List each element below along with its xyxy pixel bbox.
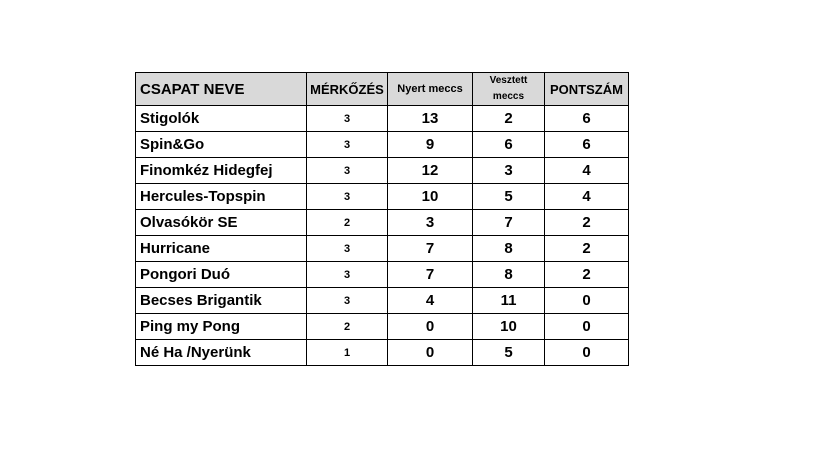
table-row <box>136 340 629 366</box>
cell-points: 6 <box>545 106 629 132</box>
cell-matches-won: 10 <box>388 184 473 210</box>
cell-team-name: Ping my Pong <box>136 314 307 340</box>
cell-matches-lost: 8 <box>473 262 545 288</box>
table-row <box>136 210 629 236</box>
cell-matches: 3 <box>307 158 388 184</box>
table-row <box>136 106 629 132</box>
cell-points: 2 <box>545 236 629 262</box>
cell-matches: 3 <box>307 132 388 158</box>
cell-matches: 3 <box>307 184 388 210</box>
cell-matches: 3 <box>307 288 388 314</box>
cell-matches-won: 0 <box>388 340 473 366</box>
cell-team-name: Né Ha /Nyerünk <box>136 340 307 366</box>
cell-matches: 2 <box>307 210 388 236</box>
cell-team-name: Spin&Go <box>136 132 307 158</box>
cell-team-name: Hercules-Topspin <box>136 184 307 210</box>
cell-matches-won: 7 <box>388 236 473 262</box>
table-row <box>136 132 629 158</box>
cell-points: 6 <box>545 132 629 158</box>
table-body <box>136 106 629 366</box>
header-matches: MÉRKŐZÉS <box>307 73 388 106</box>
header-matches-won: Nyert meccs <box>388 73 473 106</box>
cell-matches: 3 <box>307 106 388 132</box>
cell-matches: 3 <box>307 236 388 262</box>
cell-matches: 1 <box>307 340 388 366</box>
table-row <box>136 288 629 314</box>
cell-team-name: Becses Brigantik <box>136 288 307 314</box>
cell-points: 0 <box>545 340 629 366</box>
cell-matches-lost: 10 <box>473 314 545 340</box>
cell-matches-won: 9 <box>388 132 473 158</box>
table-row <box>136 262 629 288</box>
cell-team-name: Pongori Duó <box>136 262 307 288</box>
cell-matches-lost: 11 <box>473 288 545 314</box>
header-row <box>136 73 629 106</box>
cell-team-name: Stigolók <box>136 106 307 132</box>
table-row <box>136 314 629 340</box>
cell-points: 4 <box>545 158 629 184</box>
cell-points: 0 <box>545 314 629 340</box>
cell-matches: 3 <box>307 262 388 288</box>
cell-team-name: Olvasókör SE <box>136 210 307 236</box>
cell-points: 0 <box>545 288 629 314</box>
cell-matches-lost: 2 <box>473 106 545 132</box>
cell-matches-won: 12 <box>388 158 473 184</box>
cell-points: 2 <box>545 262 629 288</box>
cell-matches-won: 4 <box>388 288 473 314</box>
table-header <box>136 73 629 106</box>
standings-table <box>135 72 629 366</box>
cell-matches-won: 3 <box>388 210 473 236</box>
table-row <box>136 236 629 262</box>
cell-matches-won: 7 <box>388 262 473 288</box>
cell-team-name: Finomkéz Hidegfej <box>136 158 307 184</box>
cell-matches-lost: 6 <box>473 132 545 158</box>
cell-team-name: Hurricane <box>136 236 307 262</box>
cell-matches-won: 0 <box>388 314 473 340</box>
cell-points: 2 <box>545 210 629 236</box>
cell-matches-lost: 3 <box>473 158 545 184</box>
cell-matches-lost: 7 <box>473 210 545 236</box>
cell-matches-won: 13 <box>388 106 473 132</box>
cell-matches-lost: 5 <box>473 340 545 366</box>
table-row <box>136 158 629 184</box>
cell-matches-lost: 5 <box>473 184 545 210</box>
header-points: PONTSZÁM <box>545 73 629 106</box>
header-matches-lost: Vesztett meccs <box>473 73 545 106</box>
cell-matches: 2 <box>307 314 388 340</box>
cell-matches-lost: 8 <box>473 236 545 262</box>
cell-points: 4 <box>545 184 629 210</box>
table-row <box>136 184 629 210</box>
header-team-name: CSAPAT NEVE <box>136 73 307 106</box>
